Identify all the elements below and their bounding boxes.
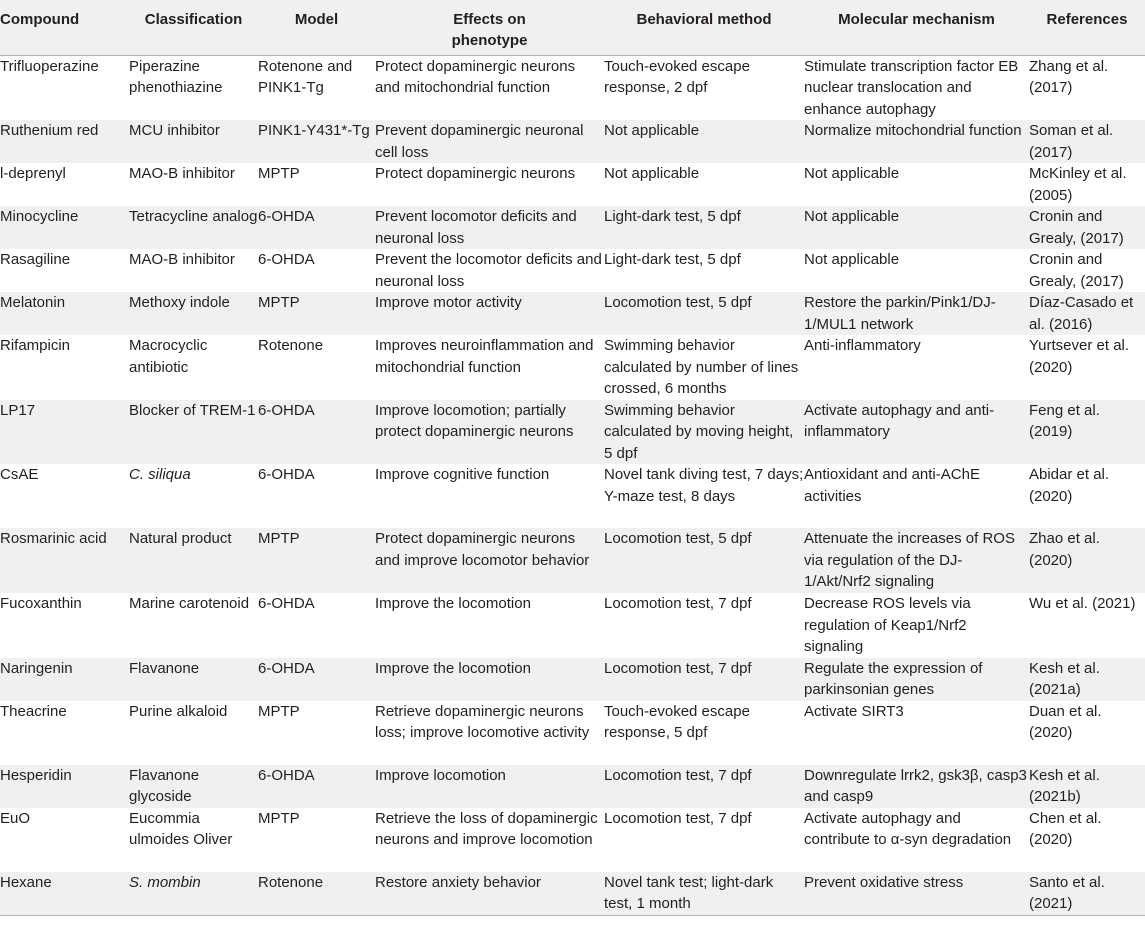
cell-behavioral-method: Touch-evoked escape response, 5 dpf (604, 702, 750, 741)
cell-molecular-mechanism: Antioxidant and anti-AChE activities (804, 466, 980, 505)
table-row (0, 808, 1145, 872)
cell-model: MPTP (258, 292, 375, 335)
table-row (0, 120, 1145, 163)
table-row (0, 658, 1145, 701)
cell-references: Abidar et al. (2020) (1029, 466, 1110, 505)
cell-references: Wu et al. (2021) (1029, 595, 1136, 612)
cell-behavioral-method: Locomotion test, 7 dpf (604, 658, 804, 701)
table-row (0, 292, 1145, 335)
cell-references: McKinley et al. (2005) (1029, 165, 1127, 204)
cell-effects-on-phenotype: Prevent dopaminergic neuronal cell loss (375, 120, 604, 163)
table-row (0, 528, 1145, 593)
cell-classification: Purine alkaloid (129, 702, 228, 720)
cell-molecular-mechanism: Not applicable (804, 206, 1029, 249)
italic-text: S. mombin (129, 873, 201, 891)
table-row (0, 464, 1145, 528)
table-row (0, 206, 1145, 249)
cell-molecular-mechanism: Activate autophagy and anti-inflammatory (804, 400, 1029, 465)
cell-classification: Piperazine phenothiazine (129, 57, 223, 96)
italic-text: C. siliqua (129, 466, 191, 483)
cell-behavioral-method: Novel tank diving test, 7 days; Y-maze test, 8 days (604, 466, 804, 505)
cell-compound: Theacrine (0, 702, 67, 720)
cell-effects-on-phenotype: Restore anxiety behavior (375, 872, 604, 916)
cell-model: Rotenone and PINK1-Tg (258, 57, 353, 96)
cell-classification: Eucommia ulmoides Oliver (129, 809, 233, 848)
cell-behavioral-method: Novel tank test; light-dark test, 1 month (604, 872, 804, 916)
cell-compound: Rosmarinic acid (0, 528, 129, 593)
cell-behavioral-method: Light-dark test, 5 dpf (604, 251, 741, 268)
cell-molecular-mechanism: Stimulate transcription factor EB nuclear translocation and enhance autophagy (804, 57, 1019, 118)
cell-behavioral-method: Swimming behavior calculated by number of lines crossed, 6 months (604, 337, 799, 397)
cell-classification: Natural product (129, 528, 258, 593)
cell-effects-on-phenotype: Protect dopaminergic neurons and mitochondrial function (375, 57, 576, 96)
cell-compound: Minocycline (0, 206, 129, 249)
cell-behavioral-method: Not applicable (604, 165, 700, 182)
cell-model: 6-OHDA (258, 595, 315, 612)
cell-behavioral-method: Locomotion test, 5 dpf (604, 292, 804, 335)
cell-classification: Tetracycline analog (129, 206, 258, 249)
cell-classification: Blocker of TREM-1 (129, 400, 258, 465)
cell-effects-on-phenotype: Protect dopaminergic neurons and improve locomotor behavior (375, 528, 604, 593)
cell-model: MPTP (258, 165, 300, 182)
cell-behavioral-method: Swimming behavior calculated by moving height, 5 dpf (604, 400, 804, 465)
header-model: Model (258, 0, 375, 55)
cell-references: Feng et al. (2019) (1029, 400, 1145, 465)
cell-effects-on-phenotype: Improve the locomotion (375, 658, 604, 701)
cell-effects-on-phenotype: Improves neuroinflammation and mitochondrial function (375, 337, 594, 376)
cell-molecular-mechanism: Activate autophagy and contribute to α-syn degradation (804, 809, 1012, 848)
cell-classification: MAO-B inhibitor (129, 251, 235, 268)
header-references: References (1029, 0, 1145, 55)
header-compound: Compound (0, 0, 129, 55)
header-classification: Classification (129, 0, 258, 55)
cell-molecular-mechanism: Anti-inflammatory (804, 337, 921, 354)
cell-classification (129, 872, 258, 916)
cell-model: 6-OHDA (258, 466, 315, 483)
cell-references: Zhang et al. (2017) (1029, 57, 1109, 96)
cell-references: Yurtsever et al. (2020) (1029, 337, 1130, 376)
cell-classification: Macrocyclic antibiotic (129, 337, 208, 376)
cell-compound: l-deprenyl (0, 165, 66, 182)
cell-model: 6-OHDA (258, 658, 375, 701)
cell-molecular-mechanism: Normalize mitochondrial function (804, 120, 1029, 163)
cell-model: Rotenone (258, 872, 375, 916)
cell-compound: Hexane (0, 872, 129, 916)
cell-references: Santo et al. (2021) (1029, 872, 1145, 916)
cell-references: Chen et al. (2020) (1029, 809, 1102, 848)
cell-effects-on-phenotype: Improve locomotion (375, 765, 604, 808)
cell-model: PINK1-Y431*-Tg (258, 120, 375, 163)
cell-compound: Fucoxanthin (0, 595, 82, 612)
table-row (0, 163, 1145, 206)
header-effects-on-phenotype: Effects on phenotype (375, 0, 604, 55)
cell-compound: CsAE (0, 466, 39, 483)
cell-effects-on-phenotype: Prevent the locomotor deficits and neuronal loss (375, 251, 602, 290)
cell-classification: Marine carotenoid (129, 595, 250, 612)
cell-classification: Flavanone (129, 658, 258, 701)
cell-model: MPTP (258, 809, 300, 827)
table-row (0, 335, 1145, 400)
table-row (0, 765, 1145, 808)
cell-compound: Hesperidin (0, 765, 129, 808)
cell-references: Díaz-Casado et al. (2016) (1029, 292, 1145, 335)
cell-compound: Rasagiline (0, 251, 71, 268)
cell-molecular-mechanism: Decrease ROS levels via regulation of Keap1/Nrf2 signaling (804, 595, 971, 655)
cell-effects-on-phenotype: Protect dopaminergic neurons (375, 165, 576, 182)
cell-effects-on-phenotype: Improve motor activity (375, 292, 604, 335)
cell-compound: Ruthenium red (0, 120, 129, 163)
cell-classification: MCU inhibitor (129, 120, 258, 163)
cell-molecular-mechanism: Prevent oxidative stress (804, 872, 1029, 916)
cell-model: 6-OHDA (258, 400, 375, 465)
cell-compound: Melatonin (0, 292, 129, 335)
cell-effects-on-phenotype: Improve locomotion; partially protect dopaminergic neurons (375, 400, 604, 465)
header-behavioral-method: Behavioral method (604, 0, 804, 55)
cell-molecular-mechanism: Downregulate lrrk2, gsk3β, casp3 and casp9 (804, 765, 1029, 808)
cell-behavioral-method: Not applicable (604, 120, 804, 163)
cell-effects-on-phenotype: Retrieve the loss of dopaminergic neurons and improve locomotion (375, 809, 598, 848)
cell-molecular-mechanism: Restore the parkin/Pink1/DJ-1/MUL1 network (804, 292, 1029, 335)
cell-effects-on-phenotype: Prevent locomotor deficits and neuronal loss (375, 206, 604, 249)
cell-model: 6-OHDA (258, 765, 375, 808)
cell-classification: Flavanone glycoside (129, 765, 258, 808)
cell-compound: Rifampicin (0, 337, 71, 354)
cell-model: 6-OHDA (258, 206, 375, 249)
header-molecular-mechanism: Molecular mechanism (804, 0, 1029, 55)
cell-molecular-mechanism: Activate SIRT3 (804, 702, 904, 720)
table-body (0, 55, 1145, 915)
header-row (0, 0, 1145, 55)
cell-references: Zhao et al. (2020) (1029, 528, 1145, 593)
cell-references: Cronin and Grealy, (2017) (1029, 206, 1145, 249)
cell-references: Soman et al. (2017) (1029, 120, 1145, 163)
table-row (0, 400, 1145, 465)
cell-behavioral-method: Locomotion test, 5 dpf (604, 528, 804, 593)
cell-references: Cronin and Grealy, (2017) (1029, 251, 1124, 290)
cell-molecular-mechanism: Not applicable (804, 165, 900, 182)
table-row (0, 593, 1145, 658)
table-row (0, 872, 1145, 916)
cell-classification: Methoxy indole (129, 292, 258, 335)
cell-references: Duan et al. (2020) (1029, 702, 1102, 741)
table-row (0, 701, 1145, 765)
cell-behavioral-method: Locomotion test, 7 dpf (604, 595, 752, 612)
cell-behavioral-method: Touch-evoked escape response, 2 dpf (604, 57, 750, 96)
cell-molecular-mechanism: Regulate the expression of parkinsonian genes (804, 658, 1029, 701)
cell-model: MPTP (258, 528, 375, 593)
cell-compound: Naringenin (0, 658, 129, 701)
cell-model: 6-OHDA (258, 251, 315, 268)
cell-model: MPTP (258, 702, 300, 720)
cell-compound: Trifluoperazine (0, 57, 99, 75)
cell-effects-on-phenotype: Retrieve dopaminergic neurons loss; improve locomotive activity (375, 702, 590, 741)
cell-behavioral-method: Light-dark test, 5 dpf (604, 206, 804, 249)
cell-behavioral-method: Locomotion test, 7 dpf (604, 809, 752, 827)
cell-behavioral-method: Locomotion test, 7 dpf (604, 765, 804, 808)
cell-classification: MAO-B inhibitor (129, 165, 235, 182)
cell-effects-on-phenotype: Improve the locomotion (375, 595, 531, 612)
cell-compound: EuO (0, 809, 31, 827)
cell-molecular-mechanism: Attenuate the increases of ROS via regulation of the DJ-1/Akt/Nrf2 signaling (804, 528, 1029, 593)
table-row (0, 249, 1145, 292)
cell-classification (129, 464, 258, 528)
table-row (0, 55, 1145, 120)
cell-compound: LP17 (0, 400, 129, 465)
cell-model: Rotenone (258, 337, 324, 354)
cell-effects-on-phenotype: Improve cognitive function (375, 466, 550, 483)
cell-references: Kesh et al. (2021a) (1029, 658, 1145, 701)
cell-references: Kesh et al. (2021b) (1029, 765, 1145, 808)
cell-molecular-mechanism: Not applicable (804, 251, 900, 268)
